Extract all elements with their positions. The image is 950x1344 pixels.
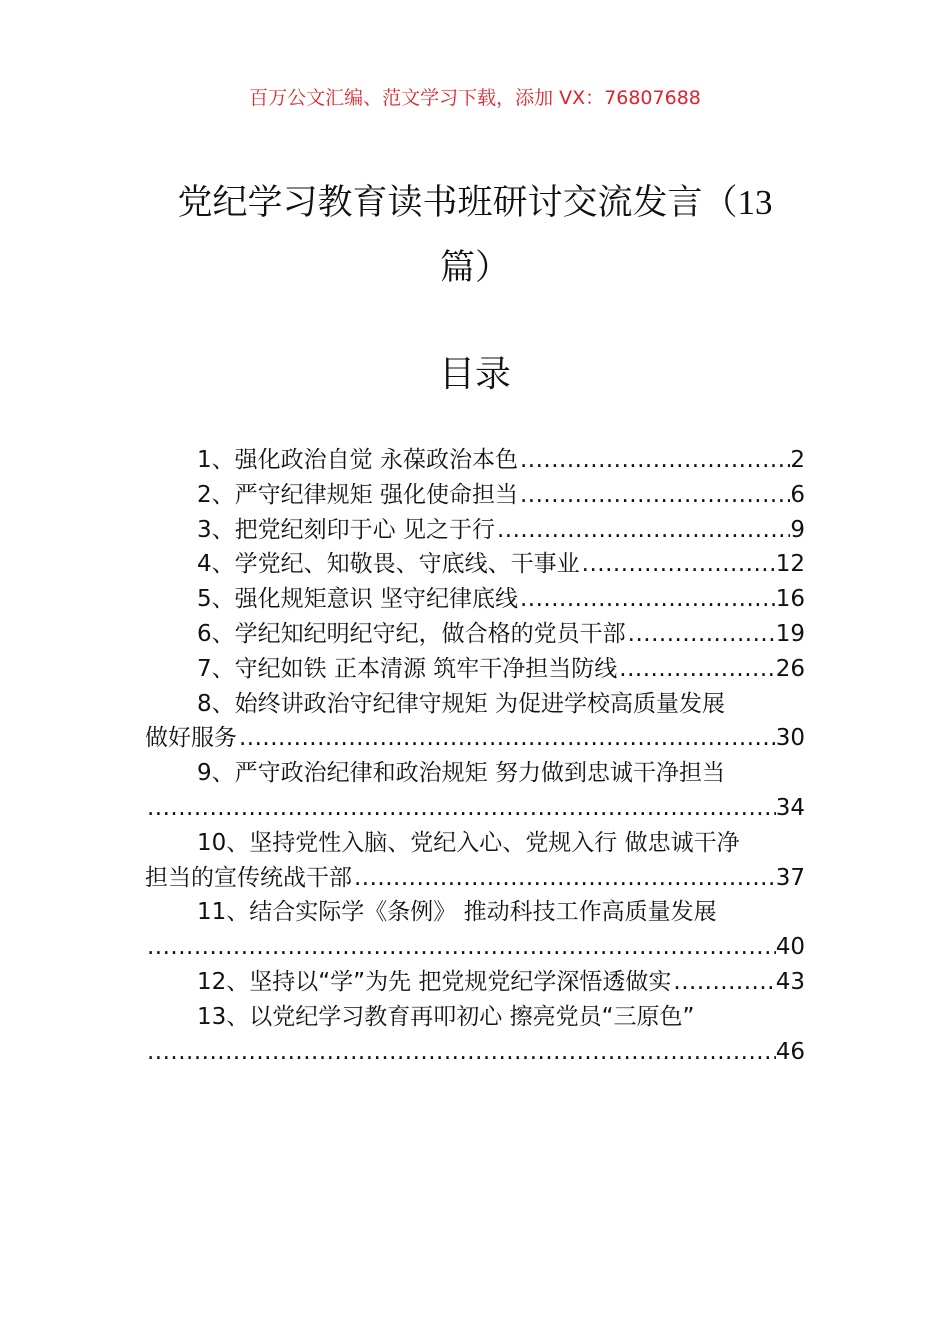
toc-dot-leader	[145, 930, 776, 965]
toc-entry-line	[145, 617, 805, 652]
toc-dot-leader	[671, 965, 775, 1000]
toc-entry[interactable]	[145, 1000, 805, 1070]
toc-entry[interactable]	[145, 895, 805, 965]
toc-entry-title: 4、学党纪、知敬畏、守底线、干事业	[197, 551, 580, 578]
toc-entry-title: 11、结合实际学《条例》 推动科技工作高质量发展	[197, 899, 717, 926]
toc-heading: 目录	[438, 354, 511, 395]
title-line-2: 篇）	[439, 248, 510, 288]
toc-entry-line	[145, 756, 805, 791]
toc-page-number: 2	[790, 447, 805, 473]
toc-entry-line	[145, 826, 805, 861]
toc-entry-title: 13、以党纪学习教育再叩初心 擦亮党员“三原色”	[197, 1003, 695, 1030]
toc-dot-leader	[237, 721, 776, 756]
toc-entry[interactable]	[145, 756, 805, 826]
toc-entry-line	[145, 861, 805, 896]
title-line-1-text: 党纪学习教育读书班研讨交流发言（	[177, 183, 738, 223]
toc-entry[interactable]	[145, 652, 805, 687]
toc-entry-line	[145, 791, 805, 826]
toc-dot-leader	[145, 1035, 776, 1070]
title-line-1	[160, 178, 790, 228]
toc-entry[interactable]	[145, 826, 805, 896]
toc-page-number: 46	[775, 1038, 805, 1065]
toc-entry-line	[145, 687, 805, 722]
toc-page-number: 34	[775, 794, 805, 821]
toc-page-number: 30	[775, 725, 805, 752]
toc-entry-title: 8、始终讲政治守纪律守规矩 为促进学校高质量发展	[197, 690, 725, 717]
toc-entry-line	[145, 582, 805, 617]
toc-entry-line	[145, 652, 805, 687]
toc-dot-leader	[518, 582, 776, 617]
toc-entry-title: 7、守纪如铁 正本清源 筑牢干净担当防线	[197, 655, 618, 682]
toc-dot-leader	[352, 861, 776, 896]
toc-page-number: 19	[775, 620, 805, 647]
toc-page-number: 43	[775, 968, 805, 995]
toc-dot-leader	[580, 547, 776, 582]
toc-entry-line	[145, 513, 805, 548]
toc-dot-leader	[518, 478, 790, 513]
toc-entry-line	[145, 1035, 805, 1070]
toc-entry-line	[145, 930, 805, 965]
toc-page-number: 40	[775, 934, 805, 961]
toc-dot-leader	[626, 617, 776, 652]
toc-entry-title: 10、坚持党性入脑、党纪入心、党规入行 做忠诚干净	[197, 829, 740, 856]
title-count: 13	[737, 183, 773, 222]
toc-entry[interactable]	[145, 617, 805, 652]
toc-entry[interactable]	[145, 687, 805, 757]
toc-dot-leader	[495, 513, 790, 548]
toc-entry[interactable]	[145, 547, 805, 582]
toc-entry-title-cont: 做好服务	[145, 725, 237, 752]
toc-entry-title: 3、把党纪刻印于心 见之于行	[197, 516, 495, 543]
toc-entry-title-cont: 担当的宣传统战干部	[145, 864, 352, 891]
toc-entry-line	[145, 547, 805, 582]
toc-entry-title: 6、学纪知纪明纪守纪，做合格的党员干部	[197, 620, 626, 647]
toc-entry-title: 1、强化政治自觉 永葆政治本色	[197, 447, 518, 473]
header-note: 百万公文汇编、范文学习下载，添加 VX：76807688	[249, 87, 701, 109]
toc-dot-leader	[617, 652, 775, 687]
toc-page-number: 26	[775, 655, 805, 682]
toc-dot-leader	[518, 443, 790, 478]
toc-entry[interactable]	[145, 443, 805, 478]
table-of-contents	[145, 443, 805, 1069]
toc-entry[interactable]	[145, 478, 805, 513]
toc-entry-line	[145, 1000, 805, 1035]
toc-entry[interactable]	[145, 965, 805, 1000]
toc-entry[interactable]	[145, 582, 805, 617]
toc-entry-line	[145, 478, 805, 513]
toc-entry-line	[145, 965, 805, 1000]
toc-entry-line	[145, 443, 805, 478]
toc-entry-title: 12、坚持以“学”为先 把党规党纪学深悟透做实	[197, 968, 672, 995]
toc-dot-leader	[145, 791, 776, 826]
toc-page-number: 6	[790, 481, 805, 508]
toc-entry-title: 9、严守政治纪律和政治规矩 努力做到忠诚干净担当	[197, 760, 725, 787]
toc-entry-title: 2、严守纪律规矩 强化使命担当	[197, 481, 518, 508]
toc-entry-line	[145, 721, 805, 756]
toc-page-number: 9	[790, 516, 805, 543]
toc-page-number: 12	[775, 551, 805, 578]
toc-page-number: 16	[775, 586, 805, 613]
document-title	[160, 178, 790, 293]
toc-entry-title: 5、强化规矩意识 坚守纪律底线	[197, 586, 518, 613]
toc-entry-line	[145, 895, 805, 930]
toc-entry[interactable]	[145, 513, 805, 548]
toc-page-number: 37	[775, 864, 805, 891]
